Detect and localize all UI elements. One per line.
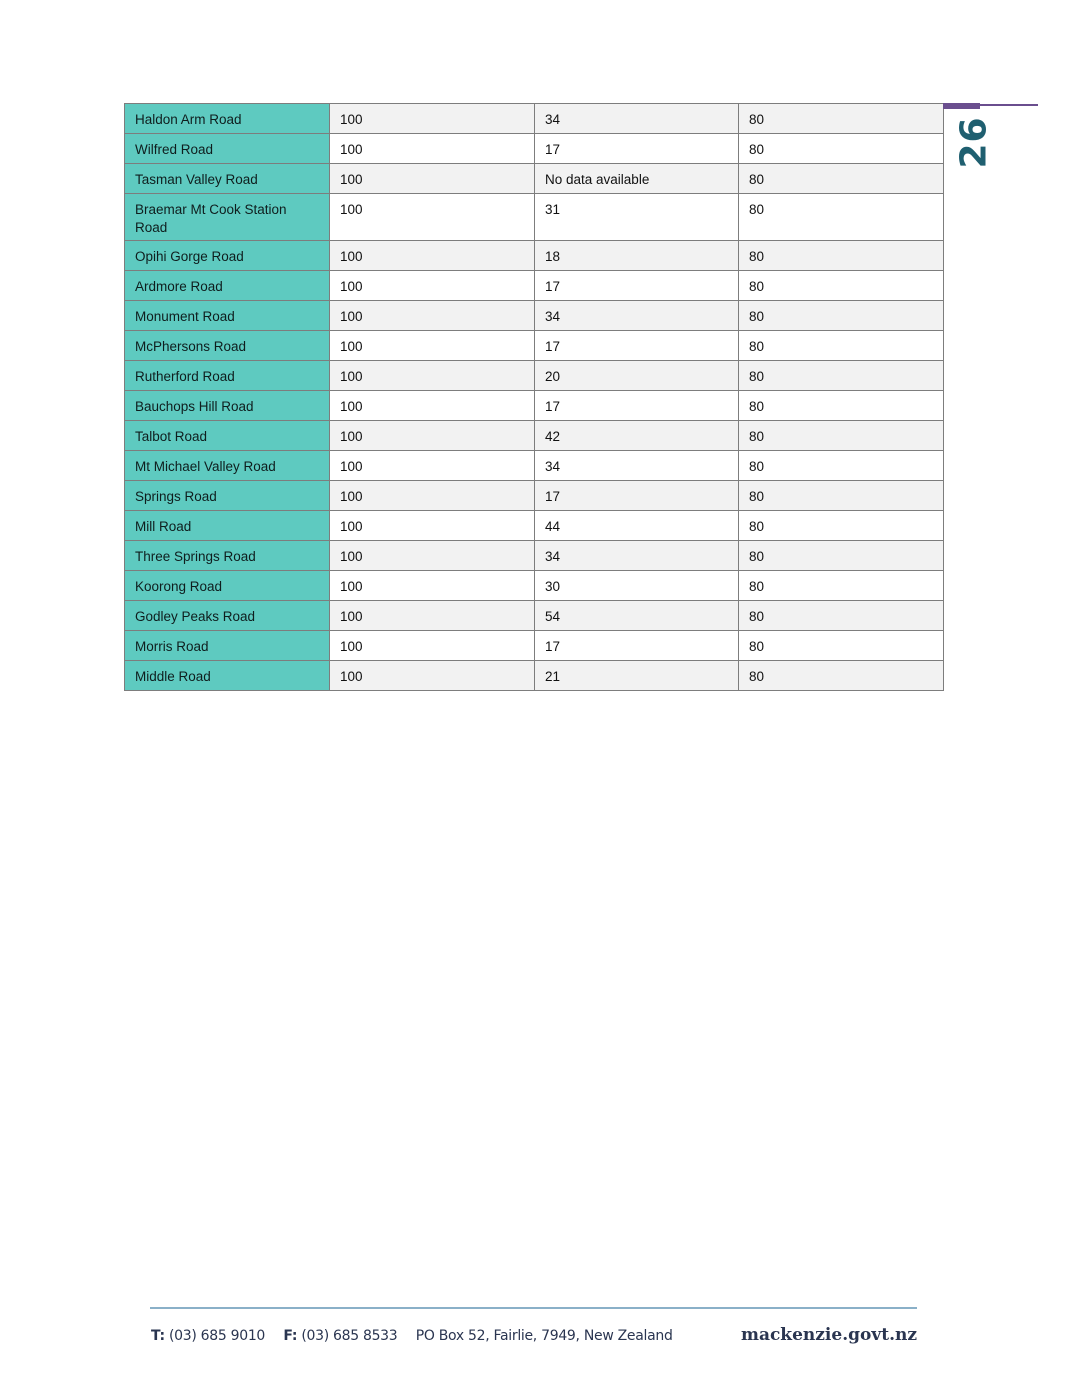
- table-row: [125, 631, 944, 661]
- road-name-cell: Middle Road: [125, 661, 330, 691]
- table-row: [125, 541, 944, 571]
- table-cell: 34: [535, 541, 739, 571]
- table-cell: 80: [739, 631, 944, 661]
- table-row: [125, 361, 944, 391]
- road-name-cell: Bauchops Hill Road: [125, 391, 330, 421]
- fax-number: (03) 685 8533: [301, 1328, 398, 1344]
- table-cell: 100: [330, 511, 535, 541]
- table-cell: 44: [535, 511, 739, 541]
- table-cell: 80: [739, 361, 944, 391]
- phone-label: T:: [151, 1328, 165, 1344]
- table-row: [125, 481, 944, 511]
- table-cell: 80: [739, 481, 944, 511]
- road-name-cell: Ardmore Road: [125, 271, 330, 301]
- table-cell: 100: [330, 194, 535, 241]
- road-name-cell: Wilfred Road: [125, 134, 330, 164]
- postal-address: PO Box 52, Fairlie, 7949, New Zealand: [415, 1328, 673, 1344]
- table-row: [125, 301, 944, 331]
- table-cell: 80: [739, 391, 944, 421]
- table-row: [125, 194, 944, 241]
- table-cell: 80: [739, 601, 944, 631]
- table-cell: 17: [535, 331, 739, 361]
- table-row: [125, 571, 944, 601]
- table-row: [125, 164, 944, 194]
- table-cell: 100: [330, 601, 535, 631]
- table-cell: 100: [330, 481, 535, 511]
- page-number-text: 26: [953, 115, 995, 169]
- road-name-cell: Morris Road: [125, 631, 330, 661]
- table-cell: No data available: [535, 164, 739, 194]
- table-cell: 100: [330, 241, 535, 271]
- corner-accent-line: [980, 104, 1038, 106]
- table-row: [125, 451, 944, 481]
- table-row: [125, 421, 944, 451]
- table-cell: 100: [330, 271, 535, 301]
- table-cell: 30: [535, 571, 739, 601]
- footer-divider: [150, 1307, 917, 1309]
- table-cell: 80: [739, 241, 944, 271]
- table-cell: 100: [330, 164, 535, 194]
- road-name-cell: Mt Michael Valley Road: [125, 451, 330, 481]
- table-row: [125, 104, 944, 134]
- table-cell: 80: [739, 271, 944, 301]
- table-cell: 100: [330, 134, 535, 164]
- table-cell: 34: [535, 301, 739, 331]
- table-cell: 80: [739, 571, 944, 601]
- table-cell: 100: [330, 421, 535, 451]
- table-cell: 80: [739, 541, 944, 571]
- table-cell: 100: [330, 301, 535, 331]
- table-cell: 17: [535, 271, 739, 301]
- fax-label: F:: [283, 1328, 298, 1344]
- table-cell: 21: [535, 661, 739, 691]
- table-cell: 100: [330, 361, 535, 391]
- table-cell: 42: [535, 421, 739, 451]
- road-name-cell: Haldon Arm Road: [125, 104, 330, 134]
- road-name-cell: Monument Road: [125, 301, 330, 331]
- table-cell: 80: [739, 331, 944, 361]
- road-name-cell: Tasman Valley Road: [125, 164, 330, 194]
- footer-website-link[interactable]: mackenzie.govt.nz: [740, 1325, 917, 1345]
- table-cell: 80: [739, 194, 944, 241]
- table-row: [125, 391, 944, 421]
- table-row: [125, 511, 944, 541]
- table-cell: 17: [535, 391, 739, 421]
- road-name-cell: Rutherford Road: [125, 361, 330, 391]
- road-name-cell: Godley Peaks Road: [125, 601, 330, 631]
- table-cell: 100: [330, 331, 535, 361]
- phone-number: (03) 685 9010: [168, 1328, 266, 1344]
- corner-accent-bar: [943, 103, 980, 109]
- table-cell: 17: [535, 134, 739, 164]
- road-name-cell: Opihi Gorge Road: [125, 241, 330, 271]
- table-cell: 80: [739, 301, 944, 331]
- table-cell: 80: [739, 104, 944, 134]
- table-cell: 17: [535, 481, 739, 511]
- table-cell: 54: [535, 601, 739, 631]
- table-cell: 100: [330, 571, 535, 601]
- table-cell: 100: [330, 541, 535, 571]
- table-cell: 80: [739, 164, 944, 194]
- road-name-cell: Talbot Road: [125, 421, 330, 451]
- road-name-cell: Mill Road: [125, 511, 330, 541]
- table-cell: 100: [330, 451, 535, 481]
- table-row: [125, 271, 944, 301]
- table-cell: 80: [739, 421, 944, 451]
- table-cell: 100: [330, 661, 535, 691]
- table-cell: 31: [535, 194, 739, 241]
- road-name-cell: Braemar Mt Cook Station Road: [125, 194, 330, 241]
- table-cell: 80: [739, 451, 944, 481]
- table-row: [125, 134, 944, 164]
- table-row: [125, 661, 944, 691]
- table-row: [125, 601, 944, 631]
- table-row: [125, 331, 944, 361]
- table-cell: 100: [330, 631, 535, 661]
- road-name-cell: Koorong Road: [125, 571, 330, 601]
- table-cell: 18: [535, 241, 739, 271]
- page-number: [954, 113, 994, 171]
- table-cell: 20: [535, 361, 739, 391]
- footer-contact-details: [151, 1328, 673, 1344]
- table-cell: 80: [739, 134, 944, 164]
- table-cell: 17: [535, 631, 739, 661]
- table-cell: 34: [535, 451, 739, 481]
- table-cell: 34: [535, 104, 739, 134]
- table-body: [125, 104, 944, 691]
- road-speed-table: [124, 103, 944, 691]
- table-cell: 100: [330, 391, 535, 421]
- road-name-cell: Three Springs Road: [125, 541, 330, 571]
- table-cell: 80: [739, 661, 944, 691]
- table-cell: 100: [330, 104, 535, 134]
- table-cell: 80: [739, 511, 944, 541]
- road-name-cell: McPhersons Road: [125, 331, 330, 361]
- table-row: [125, 241, 944, 271]
- road-name-cell: Springs Road: [125, 481, 330, 511]
